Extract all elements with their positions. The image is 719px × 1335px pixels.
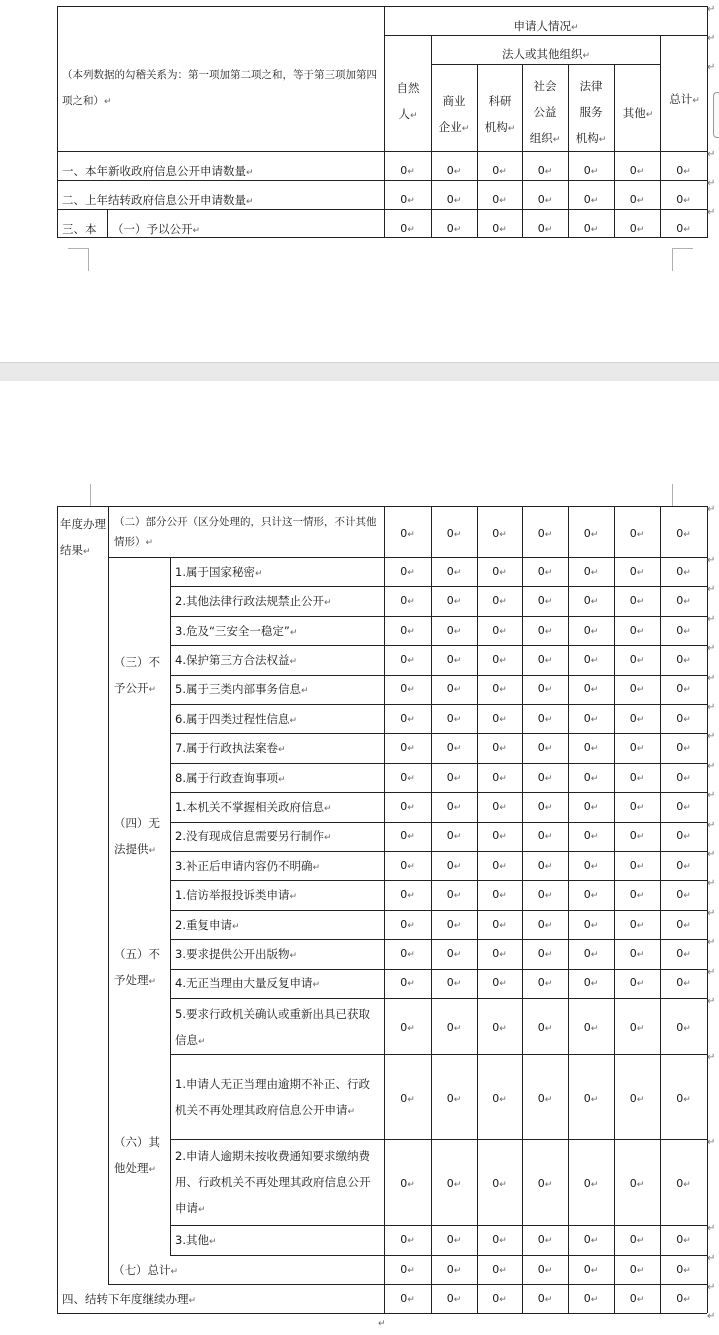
value-cell: 0↵ <box>446 164 462 177</box>
value-cell: 0↵ <box>492 1262 507 1276</box>
value-cell: 0↵ <box>629 193 645 206</box>
page-gap <box>0 362 719 382</box>
value-cell: 0↵ <box>676 564 691 578</box>
document-page-1 <box>0 0 719 362</box>
value-cell: 0↵ <box>676 888 691 902</box>
value-cell: 0↵ <box>400 946 415 960</box>
value-cell: 0↵ <box>400 829 415 843</box>
value-cell: 0↵ <box>676 946 691 960</box>
value-cell: 0↵ <box>629 741 645 755</box>
value-cell: 0↵ <box>492 829 507 843</box>
value-cell: 0↵ <box>492 799 507 813</box>
value-cell: 0↵ <box>400 741 415 755</box>
value-cell: 0↵ <box>537 917 553 931</box>
value-cell: 0↵ <box>446 594 462 608</box>
col-business: 商业企业↵ <box>438 94 470 134</box>
value-cell: 0↵ <box>676 594 691 608</box>
value-cell: 0↵ <box>400 770 415 784</box>
value-cell: 0↵ <box>492 652 507 666</box>
value-cell: 0↵ <box>400 888 415 902</box>
corner-mark <box>672 248 693 271</box>
row-end-mark: ↵ <box>707 178 716 189</box>
value-cell: 0↵ <box>676 652 691 666</box>
value-cell: 0↵ <box>676 1233 691 1246</box>
row-end-mark: ↵ <box>707 702 716 713</box>
value-cell: 0↵ <box>400 1291 415 1305</box>
value-cell: 0↵ <box>583 682 599 696</box>
value-cell: 0↵ <box>446 858 462 872</box>
row-label: 2.申请人逾期未按收费通知要求缴纳费用、行政机关不再处理其政府信息公开申请↵ <box>175 1149 371 1215</box>
value-cell: 0↵ <box>537 976 553 990</box>
value-cell: 0↵ <box>400 1177 415 1190</box>
row3-label-b: （一）予以公开↵ <box>112 222 201 236</box>
value-cell: 0↵ <box>583 594 599 608</box>
value-cell: 0↵ <box>583 858 599 872</box>
value-cell: 0↵ <box>676 682 691 696</box>
value-cell: 0↵ <box>583 164 599 177</box>
row2-label: 二、上年结转政府信息公开申请数量↵ <box>62 193 254 207</box>
value-cell: 0↵ <box>446 193 462 206</box>
value-cell: 0↵ <box>676 193 691 206</box>
row-end-mark: ↵ <box>707 819 716 831</box>
row3-label-a: 三、本 <box>62 222 97 236</box>
group-6-label: （六）其他处理↵ <box>114 1134 160 1175</box>
value-cell: 0↵ <box>492 946 507 960</box>
value-cell: 0↵ <box>676 1021 691 1034</box>
value-cell: 0↵ <box>492 193 507 206</box>
col-natural: 自然人↵ <box>396 81 420 121</box>
row-end-mark: ↵ <box>707 4 716 15</box>
value-cell: 0↵ <box>400 1021 415 1034</box>
row-end-mark: ↵ <box>707 966 716 978</box>
value-cell: 0↵ <box>537 711 553 725</box>
row-label: 6.属于四类过程性信息↵ <box>175 711 298 726</box>
value-cell: 0↵ <box>676 526 691 540</box>
row-label: 1.信访举报投诉类申请↵ <box>175 888 298 903</box>
value-cell: 0↵ <box>583 741 599 755</box>
row-end-mark: ↵ <box>707 149 716 160</box>
value-cell: 0↵ <box>446 770 462 784</box>
value-cell: 0↵ <box>676 741 691 755</box>
value-cell: 0↵ <box>492 682 507 696</box>
value-cell: 0↵ <box>537 946 553 960</box>
group-3-label: （三）不予公开↵ <box>114 654 160 695</box>
value-cell: 0↵ <box>537 1177 553 1190</box>
value-cell: 0↵ <box>629 1091 645 1105</box>
value-cell: 0↵ <box>492 741 507 755</box>
value-cell: 0↵ <box>629 976 645 990</box>
value-cell: 0↵ <box>629 799 645 813</box>
value-cell: 0↵ <box>400 564 415 578</box>
value-cell: 0↵ <box>629 564 645 578</box>
value-cell: 0↵ <box>537 526 553 540</box>
value-cell: 0↵ <box>583 829 599 843</box>
value-cell: 0↵ <box>676 623 691 637</box>
value-cell: 0↵ <box>629 682 645 696</box>
value-cell: 0↵ <box>676 1177 691 1190</box>
row-end-mark: ↵ <box>707 760 716 772</box>
value-cell: 0↵ <box>537 623 553 637</box>
value-cell: 0↵ <box>676 1262 691 1276</box>
side-scroll-tab[interactable] <box>713 92 719 138</box>
value-cell: 0↵ <box>446 564 462 578</box>
value-cell: 0↵ <box>446 976 462 990</box>
row-label: 2.没有现成信息需要另行制作↵ <box>175 829 332 844</box>
value-cell: 0↵ <box>629 164 645 177</box>
value-cell: 0↵ <box>537 741 553 755</box>
value-cell: 0↵ <box>629 1291 645 1305</box>
value-cell: 0↵ <box>446 711 462 725</box>
row-label: 4.保护第三方合法权益↵ <box>175 652 298 667</box>
row-label: 3.补正后申请内容仍不明确↵ <box>175 858 321 873</box>
row-end-mark: ↵ <box>707 555 716 566</box>
value-cell: 0↵ <box>537 1291 553 1305</box>
value-cell: 0↵ <box>629 858 645 872</box>
value-cell: 0↵ <box>446 526 462 540</box>
row-end-mark: ↵ <box>707 907 716 919</box>
value-cell: 0↵ <box>629 1177 645 1190</box>
group-4-label: （四）无法提供↵ <box>114 816 160 857</box>
value-cell: 0↵ <box>537 652 553 666</box>
value-cell: 0↵ <box>583 888 599 902</box>
row-end-mark: ↵ <box>707 62 716 73</box>
value-cell: 0↵ <box>537 193 553 206</box>
row-end-mark: ↵ <box>707 207 716 218</box>
value-cell: 0↵ <box>583 1021 599 1034</box>
value-cell: 0↵ <box>492 917 507 931</box>
value-cell: 0↵ <box>537 1233 553 1246</box>
value-cell: 0↵ <box>583 1177 599 1190</box>
value-cell: 0↵ <box>446 888 462 902</box>
value-cell: 0↵ <box>629 1021 645 1034</box>
table-note: （本列数据的勾稽关系为：第一项加第二项之和，等于第三项加第四项之和）↵ <box>62 69 377 107</box>
row-label: 5.要求行政机关确认或重新出具已获取信息↵ <box>175 1007 370 1047</box>
value-cell: 0↵ <box>492 1021 507 1034</box>
value-cell: 0↵ <box>400 594 415 608</box>
value-cell: 0↵ <box>492 1091 507 1105</box>
value-cell: 0↵ <box>583 1233 599 1246</box>
value-cell: 0↵ <box>629 917 645 931</box>
value-cell: 0↵ <box>537 222 553 235</box>
value-cell: 0↵ <box>676 164 691 177</box>
value-cell: 0↵ <box>492 1233 507 1246</box>
end-paragraph-mark: ↵ <box>378 1319 386 1329</box>
value-cell: 0↵ <box>583 1262 599 1276</box>
value-cell: 0↵ <box>676 858 691 872</box>
value-cell: 0↵ <box>629 711 645 725</box>
value-cell: 0↵ <box>492 623 507 637</box>
row-end-mark: ↵ <box>707 1282 716 1293</box>
value-cell: 0↵ <box>676 829 691 843</box>
value-cell: 0↵ <box>537 1091 553 1105</box>
row-end-mark: ↵ <box>707 996 716 1007</box>
value-cell: 0↵ <box>629 888 645 902</box>
value-cell: 0↵ <box>400 976 415 990</box>
row-end-mark: ↵ <box>707 1052 716 1063</box>
corner-mark <box>70 484 91 507</box>
value-cell: 0↵ <box>676 917 691 931</box>
value-cell: 0↵ <box>583 193 599 206</box>
value-cell: 0↵ <box>446 829 462 843</box>
value-cell: 0↵ <box>537 799 553 813</box>
row-label: 5.属于三类内部事务信息↵ <box>175 682 309 697</box>
header-applicant: 申请人情况↵ <box>513 19 579 33</box>
value-cell: 0↵ <box>629 1262 645 1276</box>
value-cell: 0↵ <box>583 623 599 637</box>
value-cell: 0↵ <box>676 770 691 784</box>
value-cell: 0↵ <box>629 222 645 235</box>
corner-mark <box>672 484 693 507</box>
value-cell: 0↵ <box>400 799 415 813</box>
value-cell: 0↵ <box>676 1291 691 1305</box>
value-cell: 0↵ <box>400 164 415 177</box>
row-label: 3.危及“三安全一稳定”↵ <box>175 623 298 638</box>
value-cell: 0↵ <box>537 888 553 902</box>
value-cell: 0↵ <box>583 946 599 960</box>
value-cell: 0↵ <box>400 858 415 872</box>
value-cell: 0↵ <box>446 623 462 637</box>
value-cell: 0↵ <box>446 1291 462 1305</box>
value-cell: 0↵ <box>492 594 507 608</box>
value-cell: 0↵ <box>583 222 599 235</box>
value-cell: 0↵ <box>676 1091 691 1105</box>
value-cell: 0↵ <box>629 594 645 608</box>
row-label: 1.本机关不掌握相关政府信息↵ <box>175 799 332 814</box>
row-label: 1.申请人无正当理由逾期不补正、行政机关不再处理其政府信息公开申请↵ <box>175 1076 370 1117</box>
value-cell: 0↵ <box>446 1021 462 1034</box>
value-cell: 0↵ <box>583 526 599 540</box>
value-cell: 0↵ <box>400 193 415 206</box>
row-end-mark: ↵ <box>707 937 716 949</box>
row-end-mark: ↵ <box>707 1311 716 1322</box>
row-label: 4.无正当理由大量反复申请↵ <box>175 976 321 991</box>
value-cell: 0↵ <box>446 682 462 696</box>
value-cell: 0↵ <box>629 946 645 960</box>
value-cell: 0↵ <box>537 1262 553 1276</box>
value-cell: 0↵ <box>537 770 553 784</box>
value-cell: 0↵ <box>492 770 507 784</box>
value-cell: 0↵ <box>583 1091 599 1105</box>
header-legal: 法人或其他组织↵ <box>501 47 591 61</box>
value-cell: 0↵ <box>446 799 462 813</box>
value-cell: 0↵ <box>629 652 645 666</box>
value-cell: 0↵ <box>537 1021 553 1034</box>
value-cell: 0↵ <box>492 888 507 902</box>
value-cell: 0↵ <box>629 623 645 637</box>
value-cell: 0↵ <box>400 222 415 235</box>
value-cell: 0↵ <box>629 526 645 540</box>
value-cell: 0↵ <box>537 564 553 578</box>
col-total: 总计↵ <box>669 92 700 106</box>
row-label: 3.其他↵ <box>175 1233 217 1247</box>
value-cell: 0↵ <box>583 917 599 931</box>
value-cell: 0↵ <box>492 564 507 578</box>
row-end-mark: ↵ <box>707 672 716 684</box>
row-end-mark: ↵ <box>707 790 716 802</box>
value-cell: 0↵ <box>492 1177 507 1190</box>
value-cell: 0↵ <box>537 829 553 843</box>
value-cell: 0↵ <box>446 1233 462 1246</box>
value-cell: 0↵ <box>676 222 691 235</box>
value-cell: 0↵ <box>446 946 462 960</box>
document-page-2 <box>0 381 719 1331</box>
corner-mark <box>68 248 89 271</box>
value-cell: 0↵ <box>492 222 507 235</box>
value-cell: 0↵ <box>583 564 599 578</box>
row-label: 8.属于行政查询事项↵ <box>175 770 286 785</box>
year-result-label: 年度办理结果↵ <box>60 517 106 557</box>
row-end-mark: ↵ <box>707 504 716 515</box>
col-social: 社会公益组织↵ <box>529 79 561 145</box>
row-label: 2.重复申请↵ <box>175 917 240 932</box>
value-cell: 0↵ <box>492 858 507 872</box>
value-cell: 0↵ <box>676 976 691 990</box>
value-cell: 0↵ <box>629 1233 645 1246</box>
row-end-mark: ↵ <box>707 1137 716 1148</box>
value-cell: 0↵ <box>446 1091 462 1105</box>
value-cell: 0↵ <box>400 652 415 666</box>
value-cell: 0↵ <box>446 741 462 755</box>
row-end-mark: ↵ <box>707 1253 716 1264</box>
value-cell: 0↵ <box>583 770 599 784</box>
value-cell: 0↵ <box>492 526 507 540</box>
value-cell: 0↵ <box>583 652 599 666</box>
row-end-mark: ↵ <box>707 643 716 655</box>
row-label: 2.其他法律行政法规禁止公开↵ <box>175 594 332 609</box>
row-end-mark: ↵ <box>707 731 716 743</box>
value-cell: 0↵ <box>492 164 507 177</box>
row-end-mark: ↵ <box>707 584 716 596</box>
value-cell: 0↵ <box>446 222 462 235</box>
row-label: 7.属于行政执法案卷↵ <box>175 741 286 756</box>
value-cell: 0↵ <box>446 1177 462 1190</box>
value-cell: 0↵ <box>537 682 553 696</box>
value-cell: 0↵ <box>400 526 415 540</box>
value-cell: 0↵ <box>583 799 599 813</box>
row-end-mark: ↵ <box>707 1223 716 1234</box>
value-cell: 0↵ <box>400 1091 415 1105</box>
value-cell: 0↵ <box>492 1291 507 1305</box>
value-cell: 0↵ <box>400 623 415 637</box>
row-end-mark: ↵ <box>707 613 716 625</box>
row-end-mark: ↵ <box>707 33 716 44</box>
row1-label: 一、本年新收政府信息公开申请数量↵ <box>62 164 254 178</box>
group-5-label: （五）不予处理↵ <box>114 947 160 988</box>
value-cell: 0↵ <box>676 799 691 813</box>
row-label: 3.要求提供公开出版物↵ <box>175 946 298 961</box>
value-cell: 0↵ <box>583 976 599 990</box>
value-cell: 0↵ <box>537 594 553 608</box>
value-cell: 0↵ <box>537 858 553 872</box>
value-cell: 0↵ <box>400 1233 415 1246</box>
value-cell: 0↵ <box>583 711 599 725</box>
row-end-mark: ↵ <box>707 849 716 860</box>
row-label: （七）总计↵ <box>113 1262 179 1277</box>
value-cell: 0↵ <box>400 917 415 931</box>
value-cell: 0↵ <box>400 711 415 725</box>
value-cell: 0↵ <box>583 1291 599 1305</box>
row-end-mark: ↵ <box>707 878 716 890</box>
value-cell: 0↵ <box>492 711 507 725</box>
value-cell: 0↵ <box>629 829 645 843</box>
value-cell: 0↵ <box>492 976 507 990</box>
value-cell: 0↵ <box>400 1262 415 1276</box>
col-research: 科研机构↵ <box>484 94 516 134</box>
value-cell: 0↵ <box>446 1262 462 1276</box>
value-cell: 0↵ <box>537 164 553 177</box>
row-label: 四、结转下年度继续办理↵ <box>62 1291 197 1306</box>
value-cell: 0↵ <box>676 711 691 725</box>
row-label: 1.属于国家秘密↵ <box>175 564 263 579</box>
col-other: 其他↵ <box>622 106 654 120</box>
value-cell: 0↵ <box>400 682 415 696</box>
value-cell: 0↵ <box>629 770 645 784</box>
row-label: （二）部分公开（区分处理的，只计这一情形，不计其他情形）↵ <box>114 516 377 548</box>
value-cell: 0↵ <box>446 652 462 666</box>
value-cell: 0↵ <box>446 917 462 931</box>
col-law: 法律服务机构↵ <box>575 79 607 145</box>
